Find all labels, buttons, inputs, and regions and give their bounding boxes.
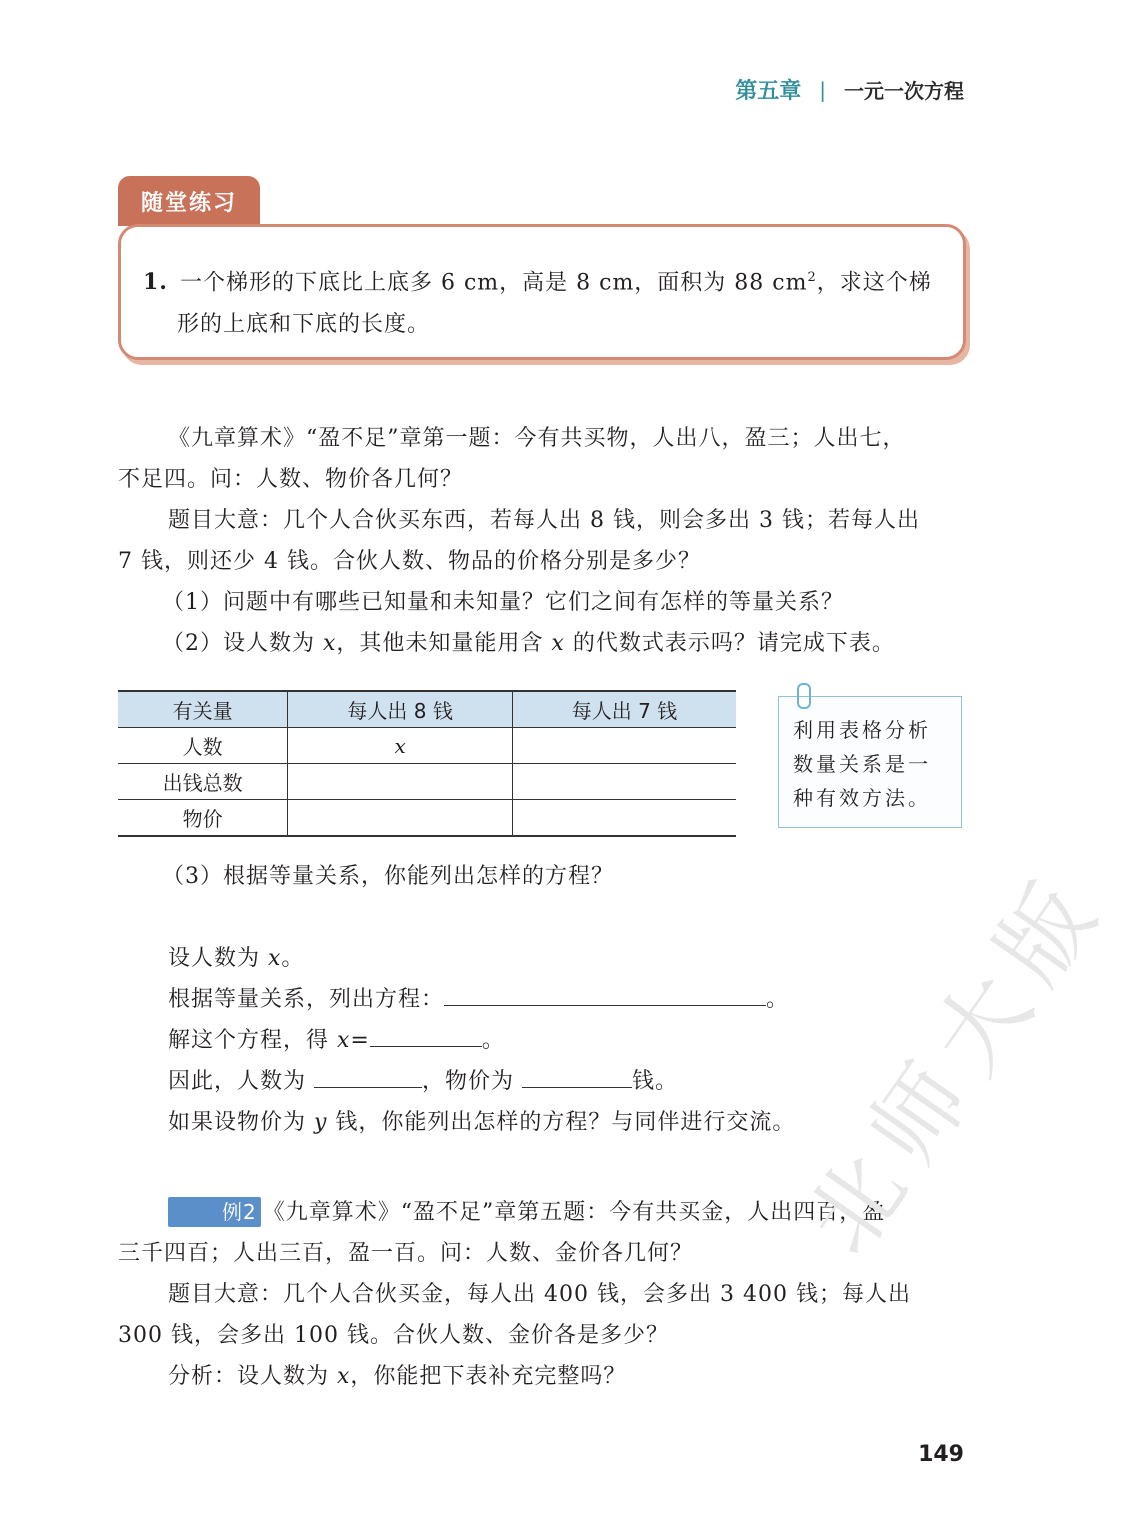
question-1: （1）问题中有哪些已知量和未知量？它们之间有怎样的等量关系？ xyxy=(162,590,844,615)
table-cell: 出钱总数 xyxy=(118,764,288,800)
question-2-part-b: ，其他未知量能用含 xyxy=(336,631,552,656)
people-count-blank[interactable] xyxy=(314,1065,422,1088)
tip-note-line: 数量关系是一 xyxy=(793,752,931,776)
period: 。 xyxy=(481,1028,505,1053)
chapter-header xyxy=(735,74,964,105)
quantity-table xyxy=(118,690,736,837)
example-meaning-line2: 300 钱，会多出 100 钱。合伙人数、金价各是多少？ xyxy=(118,1323,669,1348)
equation-blank[interactable] xyxy=(444,983,766,1006)
price-blank[interactable] xyxy=(522,1065,632,1088)
table-cell[interactable] xyxy=(288,764,513,800)
exercise-tab xyxy=(118,176,260,226)
table-row xyxy=(118,800,736,837)
publisher-watermark: 北师大版 xyxy=(786,851,1127,1273)
exercise-text-part1: 一个梯形的下底比上底多 6 cm，高是 8 cm，面积为 88 cm xyxy=(179,270,808,296)
table-row xyxy=(118,764,736,800)
table-cell: 人数 xyxy=(118,728,288,764)
therefore-text-a: 因此，人数为 xyxy=(168,1069,314,1094)
exercise-text-line2: 形的上底和下底的长度。 xyxy=(177,312,431,338)
tip-note-line: 种有效方法。 xyxy=(793,786,931,810)
example-text: 《九章算术》“盈不足”章第五题：今有共买金，人出四百，盈 xyxy=(262,1200,886,1225)
table-header-row xyxy=(118,691,736,728)
example-badge: 例2 xyxy=(168,1197,261,1227)
question-2-part-c: 的代数式表示吗？请完成下表。 xyxy=(564,631,895,656)
step-set-end: 。 xyxy=(281,946,305,971)
variable-x: x xyxy=(394,733,406,758)
table-cell[interactable] xyxy=(288,800,513,837)
exercise-text xyxy=(143,257,935,346)
step-equation xyxy=(118,979,966,1020)
solve-text: 解这个方程，得 xyxy=(168,1028,337,1053)
table-cell xyxy=(288,728,513,764)
step-set-variable xyxy=(118,938,966,979)
solution-blank[interactable] xyxy=(370,1024,482,1047)
therefore-text-b: ，物价为 xyxy=(422,1069,522,1094)
table-cell[interactable] xyxy=(512,764,736,800)
question-3: （3）根据等量关系，你能列出怎样的方程？ xyxy=(162,864,614,889)
alternative-text-a: 如果设物价为 xyxy=(168,1110,314,1135)
analysis-text-a: 分析：设人数为 xyxy=(168,1364,337,1389)
question-2 xyxy=(118,623,966,664)
table-cell[interactable] xyxy=(512,728,736,764)
problem-section xyxy=(118,418,966,664)
variable-x: x xyxy=(268,946,282,971)
page-number: 149 xyxy=(918,1442,964,1467)
example-analysis xyxy=(118,1356,966,1397)
equals-sign: = xyxy=(350,1028,370,1053)
variable-x: x xyxy=(323,631,337,656)
question-3-section xyxy=(118,856,966,897)
question-2-part-a: （2）设人数为 xyxy=(162,631,323,656)
therefore-text-c: 钱。 xyxy=(632,1069,679,1094)
analysis-text-b: ，你能把下表补充完整吗？ xyxy=(350,1364,627,1389)
exercise-box xyxy=(118,224,966,360)
equation-label: 根据等量关系，列出方程： xyxy=(168,987,445,1012)
chapter-number: 第五章 xyxy=(735,79,802,104)
alternative-text-b: 钱，你能列出怎样的方程？与同伴进行交流。 xyxy=(327,1110,796,1135)
variable-x: x xyxy=(337,1364,351,1389)
step-therefore xyxy=(118,1061,966,1102)
problem-meaning-line2: 7 钱，则还少 4 钱。合伙人数、物品的价格分别是多少？ xyxy=(118,549,701,574)
table-header-cell: 有关量 xyxy=(118,691,288,728)
exercise-superscript: 2 xyxy=(807,270,817,285)
variable-x: x xyxy=(551,631,565,656)
header-separator: | xyxy=(819,77,826,102)
problem-meaning-line1: 题目大意：几个人合伙买东西，若每人出 8 钱，则会多出 3 钱；若每人出 xyxy=(168,508,920,533)
period: 。 xyxy=(766,987,790,1012)
problem-intro-line2: 不足四。问：人数、物价各几何？ xyxy=(118,467,464,492)
table-header-cell: 每人出 8 钱 xyxy=(288,691,513,728)
tip-note-line: 利用表格分析 xyxy=(793,718,931,742)
step-solve xyxy=(118,1020,966,1061)
step-set-text: 设人数为 xyxy=(168,946,268,971)
paperclip-icon xyxy=(797,683,811,709)
tip-note xyxy=(778,696,962,828)
problem-intro-line1: 《九章算术》“盈不足”章第一题：今有共买物，人出八，盈三；人出七， xyxy=(168,426,906,451)
exercise-number: 1. xyxy=(143,269,168,296)
table-cell: 物价 xyxy=(118,800,288,837)
chapter-title: 一元一次方程 xyxy=(844,79,964,103)
table-row xyxy=(118,728,736,764)
example-meaning-line1: 题目大意：几个人合伙买金，每人出 400 钱，会多出 3 400 钱；每人出 xyxy=(168,1282,911,1307)
exercise-text-part2: ，求这个梯 xyxy=(816,270,932,296)
variable-y: y xyxy=(314,1110,328,1135)
exercise-tab-label: 随堂练习 xyxy=(140,190,237,216)
example-line2: 三千四百；人出三百，盈一百。问：人数、金价各几何？ xyxy=(118,1241,694,1266)
table-header-cell: 每人出 7 钱 xyxy=(512,691,736,728)
table-cell[interactable] xyxy=(512,800,736,837)
variable-x: x xyxy=(337,1028,351,1053)
